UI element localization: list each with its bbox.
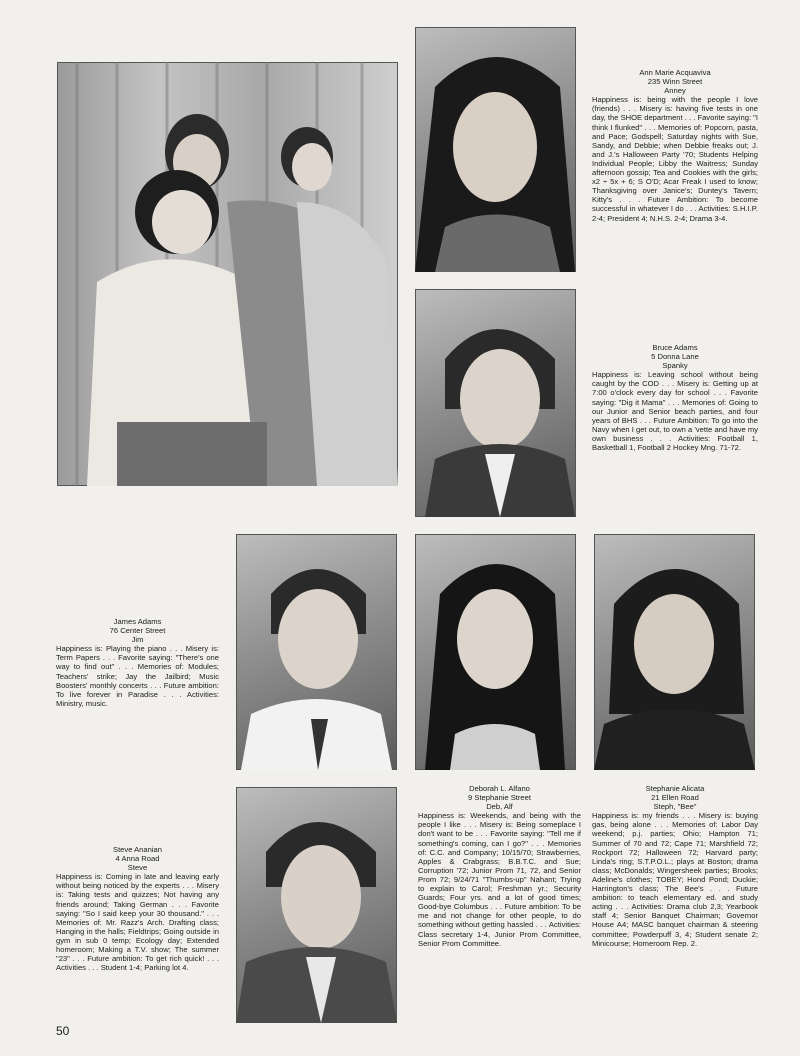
student-nickname: Spanky <box>662 361 688 371</box>
portrait-photo-james <box>236 534 397 770</box>
student-nickname: Anney <box>664 86 686 96</box>
portrait-photo-bruce <box>415 289 576 517</box>
bio-steve <box>56 845 219 972</box>
student-nickname: Jim <box>131 635 144 645</box>
portrait-photo-deborah <box>415 534 576 770</box>
page-number: 50 <box>56 1024 70 1038</box>
bio-bruce <box>592 343 758 452</box>
student-name: Steve Ananian <box>113 845 162 854</box>
portrait-photo-stephanie <box>594 534 755 770</box>
student-address: 235 Winn Street <box>647 77 703 87</box>
student-name: Deborah L. Alfano <box>469 784 530 793</box>
student-name: James Adams <box>113 617 162 626</box>
student-address: 5 Donna Lane <box>651 352 699 362</box>
group-candid-photo <box>57 62 398 486</box>
student-bio-text: Happiness is: Coming in late and leaving early without being noticed by the experts . . . Misery is: Taking tests and quizzes; Not having any friends around; Taking German . . . Favorite saying: "So I said keep your 30 thousand." . . . Memories of: Mr. Razz's Arch. Drafting class; Hanging in the halls; Fieldtrips; Going outside in gym in sub 0 temp; Ecology day; Extended homeroom; Making a T.V. show; The summer "23" . . . Future ambition: To get rich quick! . . . Activities . . . Student 1-4; Parking lot 4. <box>56 872 219 973</box>
student-nickname: Steve <box>127 863 148 873</box>
portrait-photo-steve <box>236 787 397 1023</box>
student-name: Ann Marie Acquaviva <box>639 68 711 77</box>
bio-ann <box>592 68 758 223</box>
student-address: 21 Ellen Road <box>651 793 699 803</box>
student-bio-text: Happiness is: Weekends, and being with the people I like . . . Misery is: Being someplace I don't want to be . . . Favorite saying: "Tell me if something's coming, can I go?" . . . Memories of: C.C. and Company; 10/15/70; Strawberries, Apples & Crabgrass; B.B.T.C. and Sue; Corruption '72; Junior Prom 71, 72, and Senior Prom 72; 9/24/71 "Thumbs-up" Nahant; Trying to explain to Carol; Freshman yr.; Security Guards; Four yrs. and a lot of good times; Good-bye Columbus . . . Future ambition: To be me and not change for other people, to do something without getting hassled . . . Activities: Class secretary 1-4, Junior Prom Committee, Senior Prom Committee. <box>418 811 581 948</box>
student-name: Bruce Adams <box>652 343 698 352</box>
portrait-photo-ann <box>415 27 576 272</box>
student-nickname: Steph, "Bee" <box>653 802 697 812</box>
student-nickname: Deb, Alf <box>486 802 513 812</box>
student-address: 76 Center Street <box>109 626 166 636</box>
student-bio-text: Happiness is: Leaving school without being caught by the COD . . . Misery is: Getting up at 7:00 o'clock every day for school . . . Favorite saying: "Dig it Mama" . . . Memories of: Going to our Junior and Senior beach parties, and four years of BHS . . . Future Ambition: To go into the Navy when I get out, to own a 'vette and have my own business . . . Activities: Football 1, Basketball 1, Football 2 Hockey Mng. 71-72. <box>592 370 758 453</box>
student-bio-text: Happiness is: being with the people I love (friends) . . . Misery is: having five tests in one day, the SHOE department . . . Favorite saying: "I think I flunked" . . . Memories of: Popcorn, pasta, and Pace; Godspell; Saturday nights with Sue, Sandy, and Debbie; when Debbie freaks out; J. and J.'s Halloween Party '70; Students Helping Individual People; Libby the Waitress; Sunday afternoon gossip; Tea and Cookies with the girls; x2 ÷ 5x + 6; S O'D; Acar Freak I used to know; Thanksgiving over Janice's; Duntey's Tavern; Kitty's . . . Future Ambition: To become successful in whatever I do . . . Activities: S.H.I.P. 2-4; President 4; N.H.S. 2-4; Drama 3-4. <box>592 95 758 223</box>
student-address: 9 Stephanie Street <box>468 793 531 803</box>
bio-deborah <box>418 784 581 948</box>
student-bio-text: Happiness is: my friends . . . Misery is: buying gas, being alone . . . Memories of: Labor Day weekend; p.j. parties; Ohio; Hampton 71; Summer of 70 and 72; Cape 71; Marshfield 72; Rockport 72; Halloween 72; Harvard party; Linda's ring; S.T.P.O.L.; plays at Boston; drama class; McDonalds; Wingersheek parties; Brooks; Adeline's clothes; TOBEY; Hond Pond; Duckie; Harrington's class; The Bee's . . . Future ambition: to teach elementary ed. and study acting . . . Activities: Drama club 2,3; Yearbook staff 4; Senior Banquet Chairman; Governor House A4; MASC banquet chairman & steering committee; Powderpuff 3, 4; Student senate 2; Minicourse; Homeroom Rep. 2. <box>592 811 758 948</box>
bio-james <box>56 617 219 708</box>
student-name: Stephanie Alicata <box>645 784 705 793</box>
student-address: 4 Anna Road <box>115 854 160 864</box>
bio-stephanie <box>592 784 758 948</box>
student-bio-text: Happiness is: Playing the piano . . . Misery is: Term Papers . . . Favorite saying: "There's one way to find out" . . . Memories of: Modules; Teachers' strike; Jay the Jailbird; Music Boosters' monthly concerts . . . Future ambition: To live forever in Paradise . . . Activities: Ministry, music. <box>56 644 219 708</box>
